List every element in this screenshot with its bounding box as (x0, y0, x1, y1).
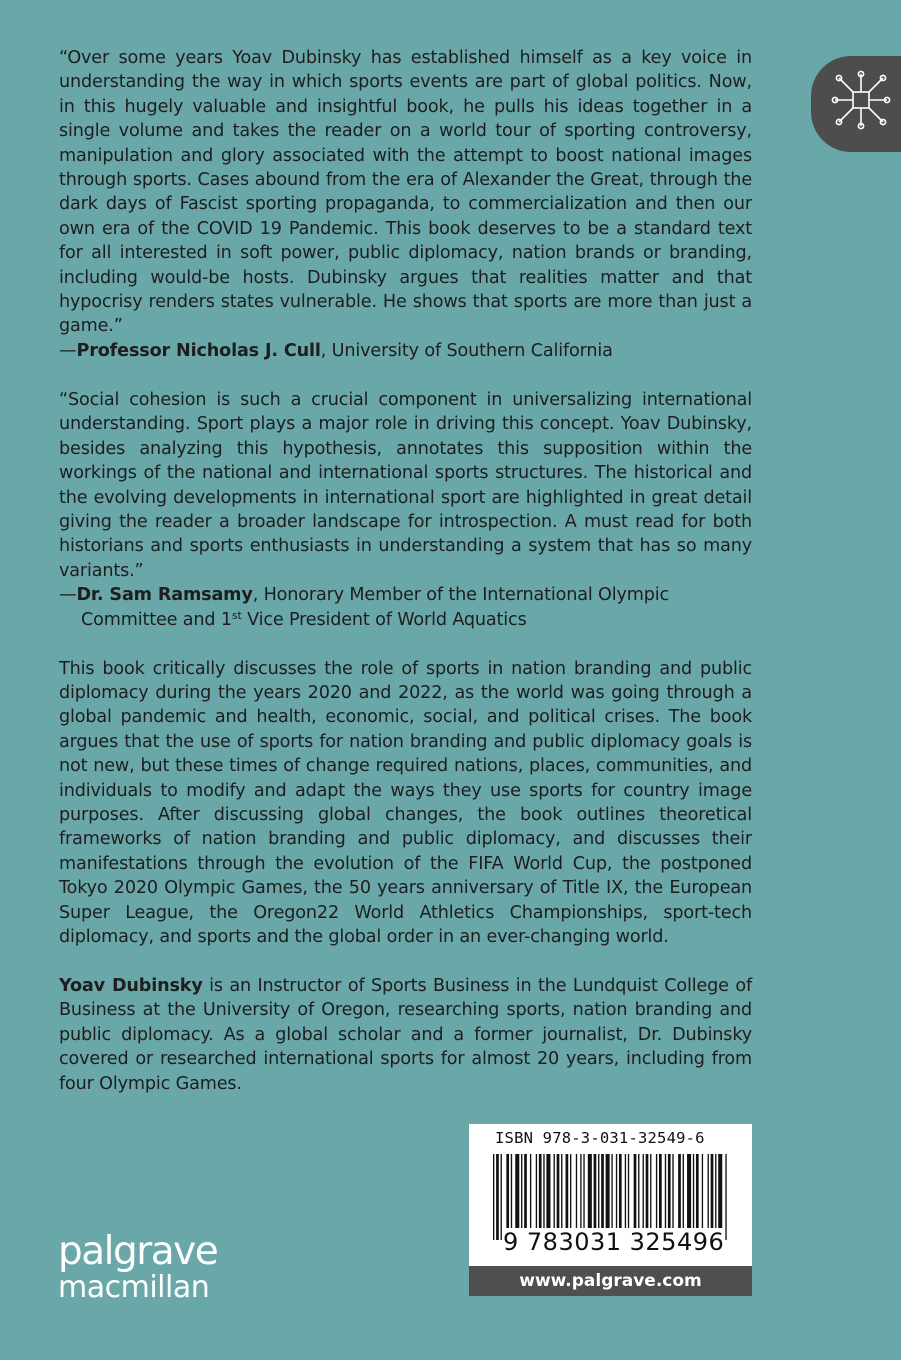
endorsement-1-text: “Over some years Yoav Dubinsky has established himself as a key voice in understanding the way in which sports events are part of global politics. Now, in this hugely valuable and insightful book, he pulls his ideas together in a single volume and takes the reader on a world tour of sporting controversy, manipulation and glory associated with the attempt to boost national images through sports. Cases abound from the era of Alexander the Great, through the dark days of Fascist sporting propaganda, to commercialization and then our own era of the COVID 19 Pandemic. This book deserves to be a standard text for all interested in soft power, public diplomacy, nation brands or branding, including would-be hosts. Dubinsky argues that realities matter and that hypocrisy renders states vulnerable. He shows that sports are more than just a game.” (59, 48, 752, 337)
description-text: This book critically discusses the role of sports in nation branding and public diplomacy during the years 2020 and 2022, as the world was going through a global pandemic and health, economic, social, and political crises. The book argues that the use of sports for nation branding and public diplomacy goals is not new, but these times of change required nations, places, communities, and individuals to modify and adapt the ways they use sports for country image purposes. After discussing global changes, the book outlines theoretical frameworks of nation branding and public diplomacy, and discusses their manifestations through the evolution of the FIFA World Cup, the postponed Tokyo 2020 Olympic Games, the 50 years anniversary of Title IX, the European Super League, the Oregon22 World Athletics Championships, sport-tech diplomacy, and sports and the global order in an ever-changing world. (59, 658, 752, 947)
logo-line-2: macmillan (58, 1270, 210, 1305)
book-description (59, 657, 752, 950)
endorser-2-affiliation-1: , Honorary Member of the International Olympic (252, 585, 670, 606)
publisher-url: www.palgrave.com (469, 1266, 752, 1296)
barcode-bar (725, 1154, 726, 1240)
barcode-panel (469, 1124, 752, 1266)
endorser-2-name: Dr. Sam Ramsamy (76, 585, 253, 606)
endorsement-1-attribution (59, 339, 752, 363)
barcode-bar (493, 1154, 494, 1240)
author-bio-text (59, 974, 752, 1096)
palgrave-macmillan-logo (58, 1229, 218, 1305)
barcode-bar (501, 1154, 502, 1240)
affiliation-text: Committee and 1 (81, 609, 232, 630)
author-name: Yoav Dubinsky (59, 976, 203, 996)
endorsement-2 (59, 388, 752, 632)
author-bio (59, 974, 752, 1096)
palgrave-emblem (811, 56, 901, 152)
ordinal-suffix: st (231, 608, 242, 622)
dash: — (59, 585, 77, 606)
logo-line-1: palgrave (58, 1229, 218, 1274)
endorser-1-name: Professor Nicholas J. Cull (76, 340, 321, 361)
affiliation-text: Vice President of World Aquatics (241, 609, 527, 630)
network-icon (829, 68, 893, 132)
barcode-digits: 9 783031 325496 (503, 1228, 725, 1256)
barcode-bar (496, 1154, 499, 1240)
isbn-label: ISBN 978-3-031-32549-6 (495, 1129, 705, 1147)
endorser-2-affiliation-2 (59, 608, 752, 632)
barcode-box (469, 1124, 752, 1296)
author-bio-body: is an Instructor of Sports Business in the Lundquist College of Business at the University of Oregon, researching sports, nation branding and public diplomacy. As a global scholar and a former journalist, Dr. Dubinsky covered or researched international sports for almost 20 years, including from four Olympic Games. (59, 976, 752, 1094)
endorsement-2-attribution (59, 583, 752, 632)
endorsement-1 (59, 46, 752, 363)
endorsement-2-text: “Social cohesion is such a crucial component in universalizing international understanding. Sport plays a major role in driving this concept. Yoav Dubinsky, besides analyzing this hypothesis, annotates this supposition within the workings of the national and international sports structures. The historical and the evolving developments in international sport are highlighted in great detail giving the reader a broader landscape for introspection. A must read for both historians and sports enthusiasts in understanding a system that has so many variants.” (59, 389, 752, 581)
cover-text (59, 46, 752, 1121)
endorser-1-affiliation: , University of Southern California (320, 340, 613, 361)
dash: — (59, 340, 77, 361)
